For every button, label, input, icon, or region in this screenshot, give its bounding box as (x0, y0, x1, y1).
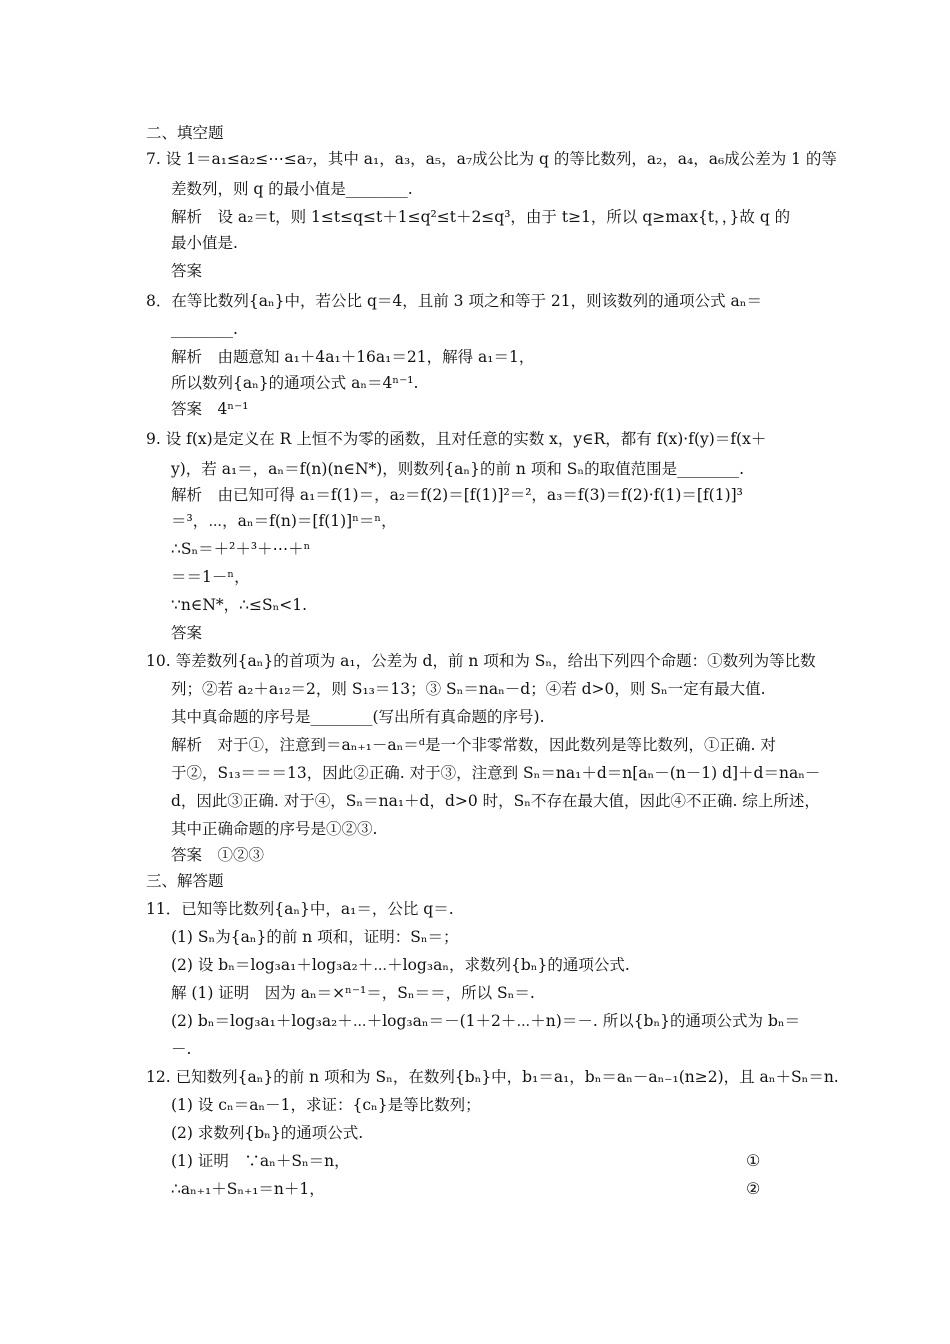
solution-line: 最小值是. (171, 234, 238, 252)
problem-8-line: ________. (171, 320, 238, 338)
solution-line: ＝³，⋯，aₙ＝f(n)＝[f(1)]ⁿ＝ⁿ， (171, 512, 397, 530)
answer-label: 答案 ①②③ (171, 846, 265, 864)
equation-marker-2: ② (746, 1179, 761, 1198)
section-heading-fill-blank: 二、填空题 (146, 124, 224, 142)
solution-line: 解析 设 a₂＝t，则 1≤t≤q≤t＋1≤q²≤t＋2≤q³，由于 t≥1，所以 q≥max{t，，}故 q 的 (171, 208, 791, 226)
problem-7-line: 7. 设 1＝a₁≤a₂≤⋯≤a₇，其中 a₁，a₃，a₅，a₇成公比为 q 的等比数列，a₂，a₄，a₆成公差为 1 的等 (146, 150, 837, 168)
solution-line: ∴aₙ₊₁＋Sₙ₊₁＝n＋1， (171, 1180, 325, 1198)
problem-12-line: 12. 已知数列{aₙ}的前 n 项和为 Sₙ，在数列{bₙ}中，b₁＝a₁，bₙ＝aₙ－aₙ₋₁(n≥2)，且 aₙ＋Sₙ＝n. (146, 1068, 839, 1086)
solution-line: d，因此③正确. 对于④，Sₙ＝na₁＋d，d>0 时，Sₙ不存在最大值，因此④不正确. 综上所述， (171, 792, 820, 810)
problem-10-line: 列；②若 a₂＋a₁₂＝2，则 S₁₃＝13；③ Sₙ＝naₙ－d；④若 d>0，则 Sₙ一定有最大值. (171, 680, 766, 698)
solution-line: (1) 证明 ∵aₙ＋Sₙ＝n， (171, 1152, 350, 1170)
solution-line: ＝＝1－ⁿ， (171, 568, 250, 586)
problem-11-line: (2) 设 bₙ＝log₃a₁＋log₃a₂＋⋯＋log₃aₙ，求数列{bₙ}的通项公式. (171, 956, 630, 974)
equation-marker-1: ① (746, 1151, 761, 1170)
problem-10-line: 其中真命题的序号是________(写出所有真命题的序号). (171, 708, 545, 726)
solution-line: (2) bₙ＝log₃a₁＋log₃a₂＋⋯＋log₃aₙ＝－(1＋2＋⋯＋n)＝－. 所以{bₙ}的通项公式为 bₙ＝ (171, 1012, 801, 1030)
solution-line: ∵n∈N*，∴≤Sₙ<1. (171, 596, 308, 614)
problem-7-line: 差数列，则 q 的最小值是________. (171, 180, 413, 198)
solution-line: 解析 由题意知 a₁＋4a₁＋16a₁＝21，解得 a₁＝1， (171, 348, 535, 366)
section-heading-solve: 三、解答题 (146, 872, 224, 890)
answer-label: 答案 4ⁿ⁻¹ (171, 400, 249, 418)
solution-line: 于②，S₁₃＝＝＝13，因此②正确. 对于③，注意到 Sₙ＝na₁＋d＝n[aₙ－(n－1) d]＋d＝naₙ－ (171, 764, 821, 782)
solution-line: 解析 由已知可得 a₁＝f(1)＝，a₂＝f(2)＝[f(1)]²＝²，a₃＝f(3)＝f(2)·f(1)＝[f(1)]³ (171, 486, 743, 504)
problem-9-line: 9. 设 f(x)是定义在 R 上恒不为零的函数，且对任意的实数 x，y∈R，都有 f(x)·f(y)＝f(x＋ (146, 430, 767, 448)
solution-line: ∴Sₙ＝＋²＋³＋⋯＋ⁿ (171, 540, 311, 558)
problem-12-line: (1) 设 cₙ＝aₙ－1，求证：{cₙ}是等比数列； (171, 1096, 481, 1114)
problem-11-line: (1) Sₙ为{aₙ}的前 n 项和，证明：Sₙ＝； (171, 928, 459, 946)
problem-8-line: 8．在等比数列{aₙ}中，若公比 q＝4，且前 3 项之和等于 21，则该数列的通项公式 aₙ＝ (146, 292, 762, 310)
answer-label: 答案 (171, 262, 203, 280)
problem-11-line: 11．已知等比数列{aₙ}中，a₁＝，公比 q＝. (146, 900, 454, 918)
problem-10-line: 10. 等差数列{aₙ}的首项为 a₁，公差为 d，前 n 项和为 Sₙ，给出下列四个命题：①数列为等比数 (146, 652, 816, 670)
solution-line: 解 (1) 证明 因为 aₙ＝×ⁿ⁻¹＝，Sₙ＝＝，所以 Sₙ＝. (171, 984, 535, 1002)
solution-line: －. (171, 1040, 192, 1058)
problem-9-line: y)，若 a₁＝，aₙ＝f(n)(n∈N*)，则数列{aₙ}的前 n 项和 Sₙ的取值范围是________. (171, 460, 744, 478)
solution-line: 其中正确命题的序号是①②③. (171, 820, 378, 838)
answer-label: 答案 (171, 624, 203, 642)
problem-12-line: (2) 求数列{bₙ}的通项公式. (171, 1124, 364, 1142)
solution-line: 所以数列{aₙ}的通项公式 aₙ＝4ⁿ⁻¹. (171, 374, 419, 392)
solution-line: 解析 对于①，注意到＝aₙ₊₁－aₙ＝ᵈ是一个非零常数，因此数列是等比数列，①正确. 对 (171, 736, 776, 754)
